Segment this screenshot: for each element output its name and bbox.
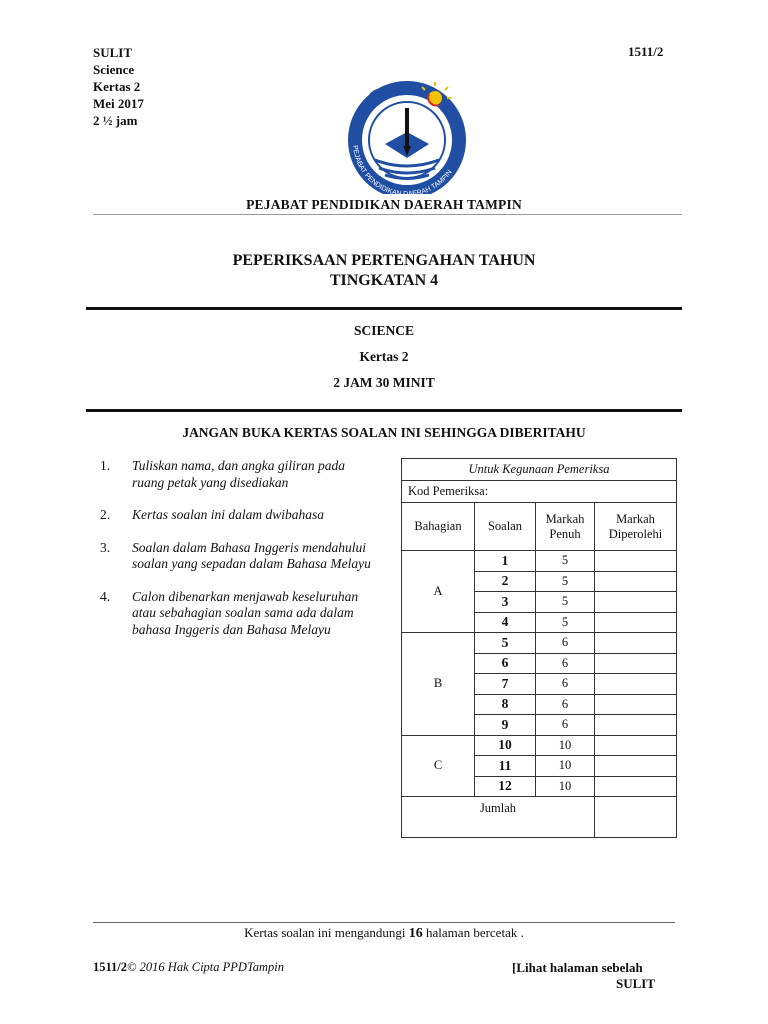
obtained-marks-cell[interactable] [595,776,677,797]
full-marks: 6 [536,674,595,695]
header-duration: 2 ½ jam [93,113,138,128]
total-label: Jumlah [402,797,595,838]
copyright-notice [93,960,284,975]
instruction-number: 1. [100,458,111,473]
header-paper: Kertas 2 [93,79,141,94]
copyright-code: 1511/2 [93,960,128,974]
full-marks: 10 [536,756,595,777]
divider [86,307,682,310]
full-marks: 5 [536,551,595,572]
obtained-marks-cell[interactable] [595,551,677,572]
exam-duration: 2 JAM 30 MINIT [333,375,435,390]
instruction-number: 3. [100,539,111,555]
full-marks: 5 [536,592,595,613]
full-marks: 6 [536,694,595,715]
full-marks: 10 [536,735,595,756]
logo-ring-text: PEJABAT PENDIDIKAN ERAH TAMPIN [351,144,454,194]
question-number: 10 [475,735,536,756]
full-marks: 5 [536,612,595,633]
obtained-marks-cell[interactable] [595,674,677,695]
instruction-text: Tuliskan nama, dan angka giliran pada ruang petak yang disediakan [132,458,346,490]
office-name: PEJABAT PENDIDIKAN DAERAH TAMPIN [246,197,522,212]
question-number: 8 [475,694,536,715]
paper-code: 1511/2 [628,44,664,59]
question-number: 3 [475,592,536,613]
page-count-suffix: halaman bercetak . [426,925,524,940]
page-count-note [0,925,768,942]
total-marks-cell[interactable] [595,797,677,838]
footer-divider [93,922,675,923]
instruction-number: 4. [100,588,111,604]
page-count-number: 16 [408,926,423,941]
obtained-marks-cell[interactable] [595,653,677,674]
examiner-code-label: Kod Pemeriksa: [402,481,677,503]
header-date: Mei 2017 [93,96,144,111]
ppd-logo [335,72,475,194]
question-number: 5 [475,633,536,654]
exam-title: PEPERIKSAAN PERTENGAHAN TAHUN [232,252,536,269]
instruction-item [100,507,380,524]
page-count-prefix: Kertas soalan ini mengandungi [244,925,406,940]
table-row [402,633,677,654]
instruction-number: 2. [100,507,111,522]
instruction-text: Soalan dalam Bahasa Inggeris mendahului soalan yang sepadan dalam Bahasa Melayu [132,539,371,571]
section-label: A [402,551,475,633]
table-row [402,735,677,756]
logo-arc-text: PPD [349,83,389,127]
obtained-marks-cell[interactable] [595,756,677,777]
full-marks: 6 [536,653,595,674]
warning-text: JANGAN BUKA KERTAS SOALAN INI SEHINGGA DIBERITAHU [182,425,586,440]
question-number: 7 [475,674,536,695]
instruction-text: Kertas soalan ini dalam dwibahasa [132,507,325,522]
exam-level: TINGKATAN 4 [329,272,439,289]
paper-number: Kertas 2 [359,349,409,364]
table-title: Untuk Kegunaan Pemeriksa [402,459,677,481]
header-info [93,44,144,129]
table-row [402,551,677,572]
header-question: Soalan [475,503,536,551]
obtained-marks-cell[interactable] [595,735,677,756]
copyright-text: © 2016 Hak Cipta PPDTampin [127,960,285,974]
header-obtained-marks: Markah Diperolehi [595,503,677,551]
divider [93,214,682,215]
obtained-marks-cell[interactable] [595,592,677,613]
total-row [402,797,677,838]
examiner-table [401,458,677,838]
obtained-marks-cell[interactable] [595,571,677,592]
question-number: 1 [475,551,536,572]
instruction-text: Calon dibenarkan menjawab keseluruhan atau sebahagian soalan sama ada dalam bahasa Inggeris dan Bahasa Melayu [132,588,359,637]
full-marks: 6 [536,633,595,654]
full-marks: 6 [536,715,595,736]
subject: SCIENCE [353,323,415,338]
instructions-list [100,458,380,654]
question-number: 9 [475,715,536,736]
instruction-item [100,589,380,639]
footer-classification: SULIT [615,976,655,991]
section-label: B [402,633,475,736]
header-subject: Science [93,62,135,77]
full-marks: 10 [536,776,595,797]
question-number: 2 [475,571,536,592]
instruction-item [100,540,380,573]
question-number: 11 [475,756,536,777]
instruction-item [100,458,380,491]
question-number: 4 [475,612,536,633]
obtained-marks-cell[interactable] [595,612,677,633]
question-number: 6 [475,653,536,674]
obtained-marks-cell[interactable] [595,633,677,654]
header-classification: SULIT [93,45,133,60]
next-page-note [512,960,655,992]
obtained-marks-cell[interactable] [595,715,677,736]
divider [86,409,682,412]
next-page-text: [Lihat halaman sebelah [512,960,643,975]
question-number: 12 [475,776,536,797]
header-full-marks: Markah Penuh [536,503,595,551]
full-marks: 5 [536,571,595,592]
section-label: C [402,735,475,797]
header-section: Bahagian [402,503,475,551]
obtained-marks-cell[interactable] [595,694,677,715]
